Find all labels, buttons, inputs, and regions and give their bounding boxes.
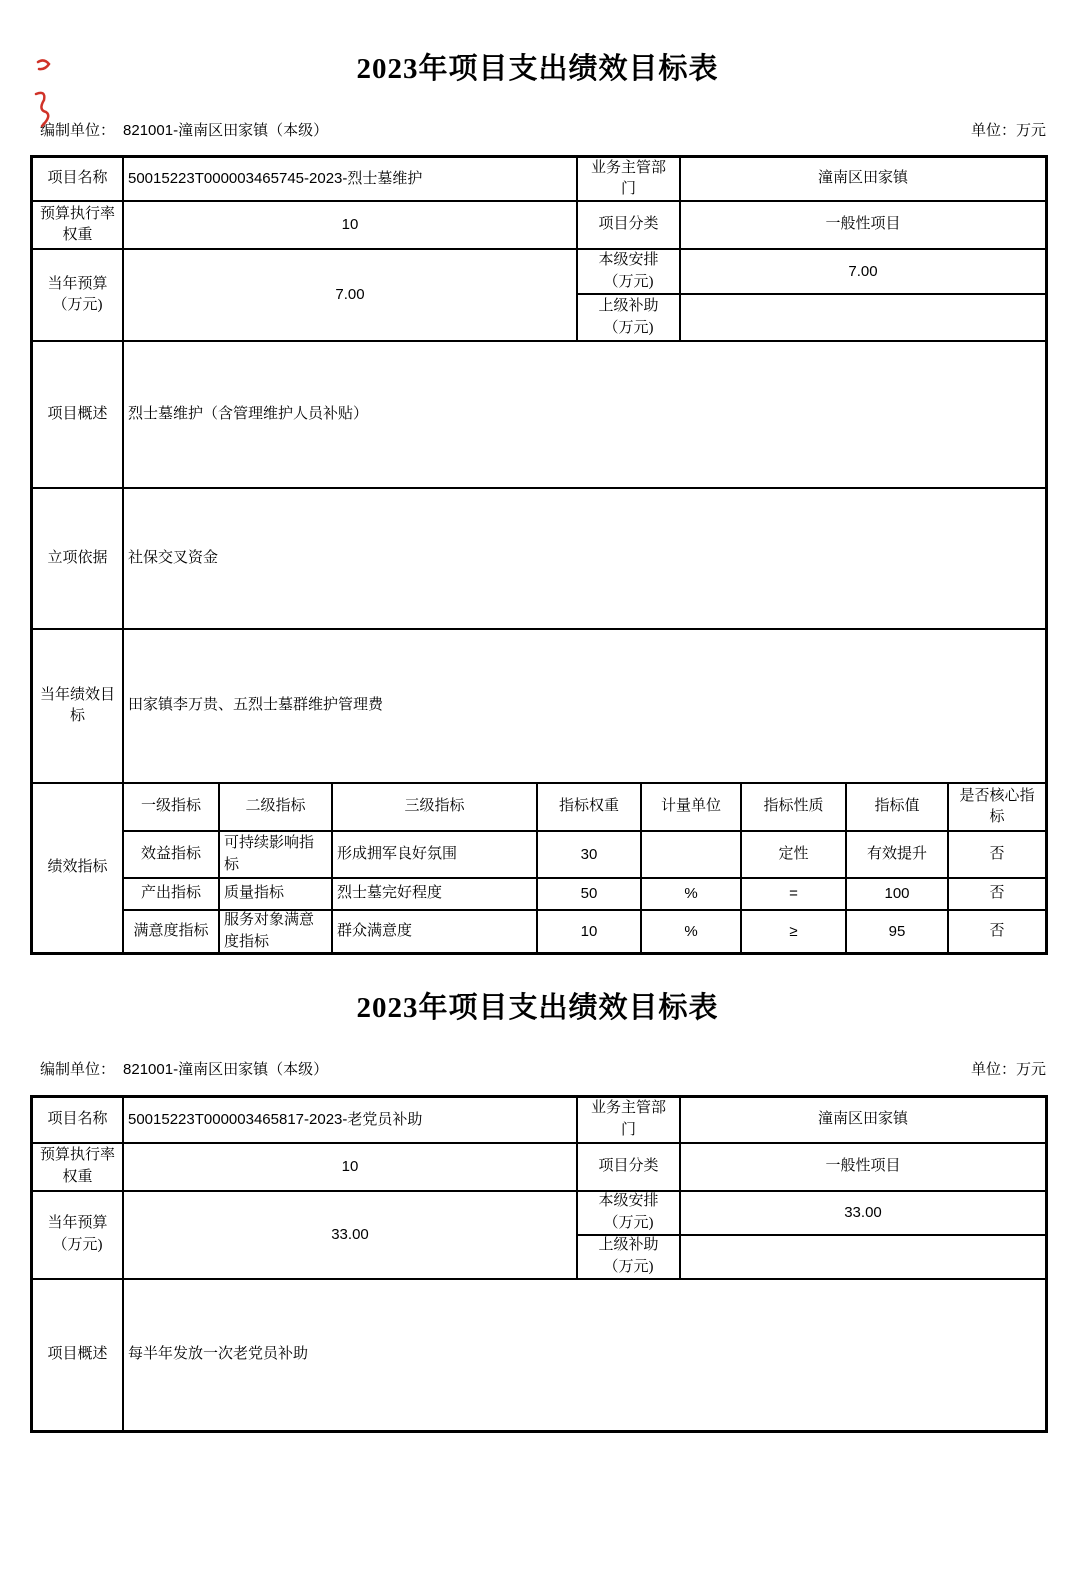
indicator-row-l2: 服务对象满意度指标 bbox=[220, 911, 331, 952]
indicator-header-level2: 二级指标 bbox=[220, 784, 331, 830]
indicator-header-weight: 指标权重 bbox=[538, 784, 640, 830]
overview-value: 每半年发放一次老党员补助 bbox=[124, 1280, 1045, 1430]
page-title: 2023年项目支出绩效目标表 bbox=[356, 53, 719, 85]
indicator-row-weight: 30 bbox=[538, 832, 640, 877]
budget-label: 当年预算（万元) bbox=[33, 1192, 122, 1278]
overview-value: 烈士墓维护（含管理维护人员补贴） bbox=[124, 342, 1045, 487]
indicator-row-weight: 50 bbox=[538, 879, 640, 909]
indicator-row-l3: 群众满意度 bbox=[333, 911, 536, 952]
budget-value: 33.00 bbox=[124, 1192, 576, 1278]
indicator-row-value: 95 bbox=[847, 911, 947, 952]
indicator-row-l2: 可持续影响指标 bbox=[220, 832, 331, 877]
indicator-header-unit: 计量单位 bbox=[642, 784, 740, 830]
indicator-header-level1: 一级指标 bbox=[124, 784, 218, 830]
indicator-header-value: 指标值 bbox=[847, 784, 947, 830]
exec-weight-value: 10 bbox=[124, 1144, 576, 1190]
prepared-unit-label: 编制单位： bbox=[40, 1062, 116, 1079]
indicator-row-nature: = bbox=[742, 879, 845, 909]
superior-subsidy-label: 上级补助（万元) bbox=[578, 295, 679, 340]
overview-label: 项目概述 bbox=[33, 342, 122, 487]
currency-unit-note: 单位：万元 bbox=[970, 122, 1046, 139]
meta-row bbox=[30, 121, 1048, 142]
project-name-label: 项目名称 bbox=[33, 1098, 122, 1142]
indicator-row-unit: % bbox=[642, 879, 740, 909]
dept-value: 潼南区田家镇 bbox=[681, 158, 1045, 200]
page-title-2: 2023年项目支出绩效目标表 bbox=[356, 992, 719, 1025]
indicator-row-nature: 定性 bbox=[742, 832, 845, 877]
indicator-header-core: 是否核心指标 bbox=[949, 784, 1045, 830]
project-name-label: 项目名称 bbox=[33, 158, 122, 200]
indicator-row-l2: 质量指标 bbox=[220, 879, 331, 909]
category-value: 一般性项目 bbox=[681, 1144, 1045, 1190]
performance-target-table-2 bbox=[30, 1095, 1048, 1433]
indicator-row-value: 有效提升 bbox=[847, 832, 947, 877]
superior-subsidy-value bbox=[681, 295, 1045, 340]
indicator-row-core: 否 bbox=[949, 832, 1045, 877]
indicator-header-nature: 指标性质 bbox=[742, 784, 845, 830]
exec-weight-label: 预算执行率权重 bbox=[33, 1144, 122, 1190]
indicator-header-level3: 三级指标 bbox=[333, 784, 536, 830]
indicator-row-weight: 10 bbox=[538, 911, 640, 952]
project-name-value: 50015223T000003465817-2023-老党员补助 bbox=[124, 1098, 576, 1142]
category-label: 项目分类 bbox=[578, 1144, 679, 1190]
indicator-row-unit bbox=[642, 832, 740, 877]
annual-goal-label: 当年绩效目标 bbox=[33, 630, 122, 782]
indicator-row-l1: 满意度指标 bbox=[124, 911, 218, 952]
budget-label: 当年预算（万元) bbox=[33, 250, 122, 340]
basis-value: 社保交叉资金 bbox=[124, 489, 1045, 628]
indicator-grid bbox=[33, 784, 1045, 952]
prepared-unit-value: 821001-潼南区田家镇（本级） bbox=[123, 121, 329, 139]
currency-unit-note: 单位：万元 bbox=[970, 1062, 1046, 1079]
dept-label: 业务主管部门 bbox=[578, 1098, 679, 1142]
superior-subsidy-value bbox=[681, 1236, 1045, 1278]
prepared-unit-value: 821001-潼南区田家镇（本级） bbox=[123, 1061, 329, 1079]
meta-row-2 bbox=[30, 1060, 1048, 1081]
indicator-row-l3: 烈士墓完好程度 bbox=[333, 879, 536, 909]
dept-label: 业务主管部门 bbox=[578, 158, 679, 200]
performance-target-table-1 bbox=[30, 155, 1048, 955]
annual-goal-value: 田家镇李万贵、五烈士墓群维护管理费 bbox=[124, 630, 1045, 782]
perf-indicator-label: 绩效指标 bbox=[33, 784, 122, 952]
local-arrangement-value: 33.00 bbox=[681, 1192, 1045, 1234]
red-pen-marks bbox=[30, 56, 70, 136]
indicator-row-l3: 形成拥军良好氛围 bbox=[333, 832, 536, 877]
indicator-row-l1: 产出指标 bbox=[124, 879, 218, 909]
category-label: 项目分类 bbox=[578, 202, 679, 248]
indicator-row-l1: 效益指标 bbox=[124, 832, 218, 877]
exec-weight-label: 预算执行率权重 bbox=[33, 202, 122, 248]
basis-label: 立项依据 bbox=[33, 489, 122, 628]
local-arrangement-value: 7.00 bbox=[681, 250, 1045, 293]
local-arrangement-label: 本级安排（万元) bbox=[578, 1192, 679, 1234]
indicator-row-value: 100 bbox=[847, 879, 947, 909]
indicator-row-unit: % bbox=[642, 911, 740, 952]
superior-subsidy-label: 上级补助（万元) bbox=[578, 1236, 679, 1278]
indicator-row-core: 否 bbox=[949, 911, 1045, 952]
prepared-unit-label: 编制单位： bbox=[40, 122, 116, 139]
indicator-row-nature: ≥ bbox=[742, 911, 845, 952]
exec-weight-value: 10 bbox=[124, 202, 576, 248]
dept-value: 潼南区田家镇 bbox=[681, 1098, 1045, 1142]
project-name-value: 50015223T000003465745-2023-烈士墓维护 bbox=[124, 158, 576, 200]
category-value: 一般性项目 bbox=[681, 202, 1045, 248]
indicator-row-core: 否 bbox=[949, 879, 1045, 909]
budget-value: 7.00 bbox=[124, 250, 576, 340]
local-arrangement-label: 本级安排（万元) bbox=[578, 250, 679, 293]
overview-label: 项目概述 bbox=[33, 1280, 122, 1430]
